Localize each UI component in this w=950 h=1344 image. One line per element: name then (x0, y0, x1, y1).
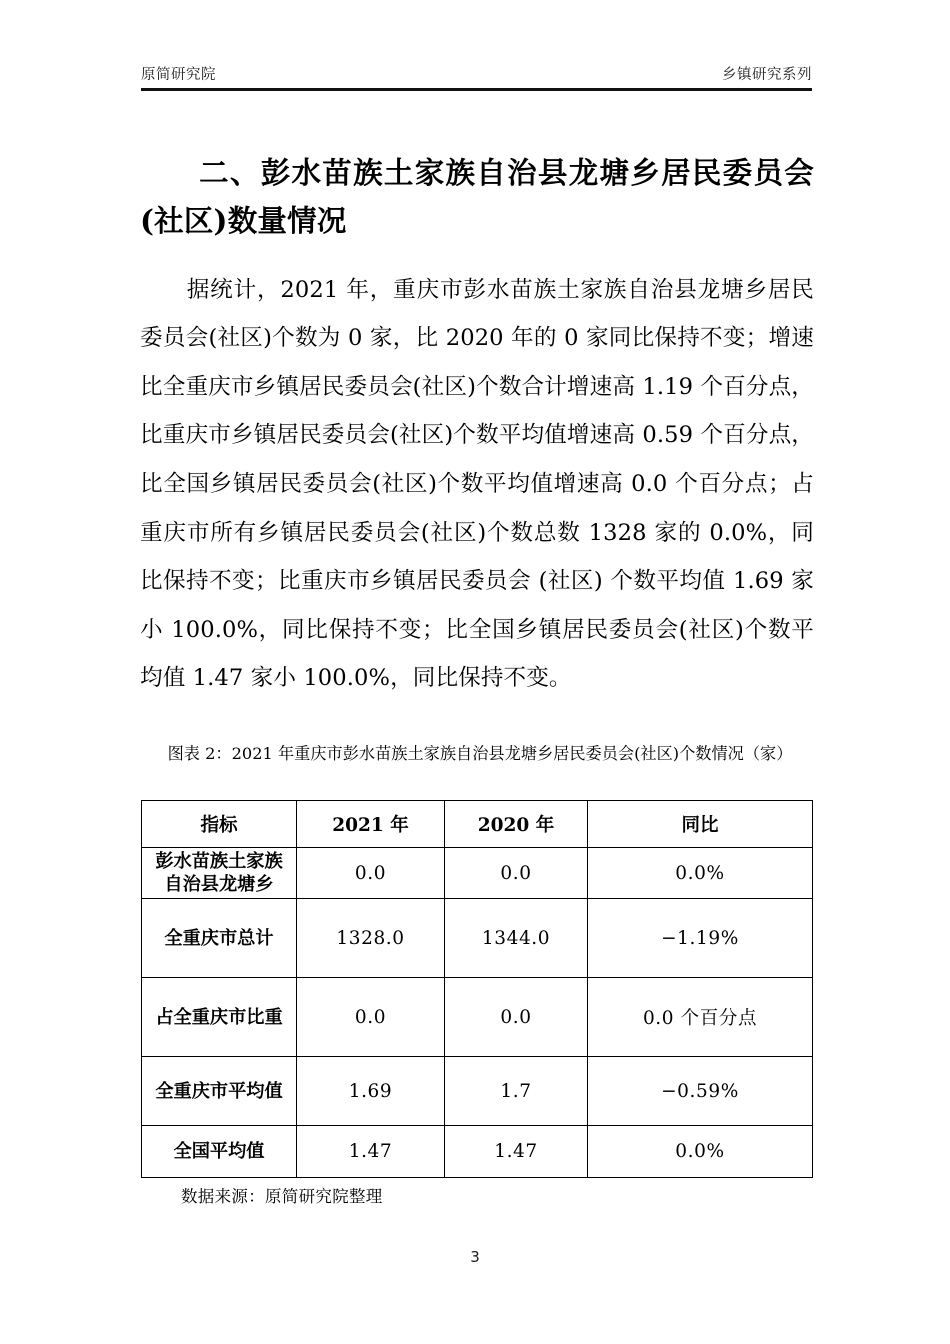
row-value-2020: 0.0 (445, 978, 588, 1057)
header-divider-rule (141, 88, 812, 91)
table-header-2021: 2021 年 (297, 801, 445, 848)
row-value-2021: 1328.0 (297, 899, 445, 978)
row-value-2021: 0.0 (297, 848, 445, 899)
table-row (142, 848, 813, 899)
row-value-2020: 1344.0 (445, 899, 588, 978)
body-paragraph (140, 266, 814, 703)
figure-caption: 图表 2：2021 年重庆市彭水苗族土家族自治县龙塘乡居民委员会(社区)个数情况（家） (167, 744, 793, 763)
header-left-label: 原简研究院 (141, 67, 216, 83)
table-row (142, 899, 813, 978)
source-note: 数据来源：原简研究院整理 (181, 1187, 383, 1206)
row-value-yoy: −1.19% (588, 899, 813, 978)
row-value-yoy: 0.0% (588, 1126, 813, 1178)
table-row (142, 1126, 813, 1178)
table-row (142, 978, 813, 1057)
table-header-2020: 2020 年 (445, 801, 588, 848)
row-label: 全国平均值 (142, 1126, 297, 1178)
table-header-yoy: 同比 (588, 801, 813, 848)
table-row (142, 1057, 813, 1126)
body-paragraph-text: 据统计，2021 年，重庆市彭水苗族土家族自治县龙塘乡居民委员会(社区)个数为 0 家，比 2020 年的 0 家同比保持不变；增速比全重庆市乡镇居民委员会(社区)个数合计增速高 1.19 个百分点，比重庆市乡镇居民委员会(社区)个数平均值增速高 0.59 个百分点，比全国乡镇居民委员会(社区)个数平均值增速高 0.0 个百分点；占重庆市所有乡镇居民委员会(社区)个数总数 1328 家的 0.0%，同比保持不变；比重庆市乡镇居民委员会 (社区) 个数平均值 1.69 家小 100.0%，同比保持不变；比全国乡镇居民委员会(社区)个数平均值 1.47 家小 100.0%，同比保持不变。 (140, 276, 814, 692)
row-label-line1: 彭水苗族土家族 (155, 851, 283, 872)
row-label-line2: 自治县龙塘乡 (164, 874, 274, 895)
page-number: 3 (470, 1248, 480, 1266)
header-right-label: 乡镇研究系列 (722, 67, 812, 83)
section-heading-text: 二、彭水苗族土家族自治县龙塘乡居民委员会(社区)数量情况 (140, 155, 814, 239)
row-label: 全重庆市总计 (142, 899, 297, 978)
row-value-yoy: 0.0 个百分点 (588, 978, 813, 1057)
table-header-indicator: 指标 (142, 801, 297, 848)
table-header-row (142, 801, 813, 848)
row-value-2021: 0.0 (297, 978, 445, 1057)
row-value-2021: 1.47 (297, 1126, 445, 1178)
row-value-2020: 1.7 (445, 1057, 588, 1126)
row-value-2020: 1.47 (445, 1126, 588, 1178)
row-label: 全重庆市平均值 (142, 1057, 297, 1126)
row-value-yoy: −0.59% (588, 1057, 813, 1126)
running-header (141, 63, 812, 84)
row-value-yoy: 0.0% (588, 848, 813, 899)
row-value-2021: 1.69 (297, 1057, 445, 1126)
row-label: 占全重庆市比重 (142, 978, 297, 1057)
row-label (142, 848, 297, 899)
statistics-table (141, 800, 813, 1178)
section-heading (140, 149, 814, 245)
row-value-2020: 0.0 (445, 848, 588, 899)
